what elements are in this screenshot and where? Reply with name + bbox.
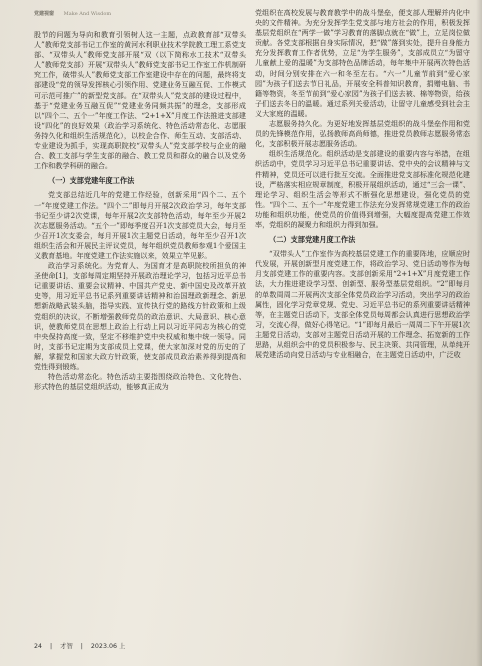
right-column <box>255 8 470 360</box>
journal-subtitle: Make And Wisdom <box>63 11 112 17</box>
section-heading: （二）支部党建月度工作法 <box>269 235 356 245</box>
footer-separator: | <box>50 643 53 650</box>
paragraph: 组织生活规范化。组织活动是支部建设的重要内容与举措，在组织活动中，党员学习习近平总书记重要讲话、党中央的会议精神与文件精神，党员还可以进行批互交流。全面推进党支部标准化规范化建设，严格落实相应规章制度，积极开展组织活动，通过“三会一课”、理论学习、组织生活会等形式不断强化思想建设，强化党员的党性。“四个二、五个一”年度党建工作法充分发挥常规党建工作的政治功能和组织功能，使党员的价值得到增强，大幅度提高党建工作效率，党组织的凝聚力和组织力得到加强。 <box>255 149 470 229</box>
issue-date: 2023.06 上 <box>90 643 126 650</box>
page-footer <box>34 641 131 650</box>
running-header <box>34 10 254 20</box>
page-number: 24 <box>34 643 43 650</box>
journal-name: 才智 <box>60 643 73 650</box>
paragraph: “双带头人”工作室作为高校基层党建工作的重要阵地，应顺应时代发展，开展创新型月度党建工作，将政治学习、党日活动等作为每月支部党建工作的重要内容。支部创新采用“2+1+X”月度党建工作法，大力推进建设学习型、创新型、服务型基层党组织。“2”即每月的单数周周二开展两次支部全体党员政治学习活动，突出学习的政治属性，固化学习党章党规、党史、习近平总书记的系列重要讲话精神等，在主题党日活动下，支部全体党员每周都会认真进行思想政治学习，交流心得，做好心得笔记。“1”即每月最后一周周二下午开展1次主题党日活动，支部对主题党日活动开展的工作理念、拓宽新的工作思路，从组织会中的党员积极参与、民主决策、共同管理，从单纯开展党建活动向党日活动与专业相融合，在主题党日活动中，广泛收 <box>255 249 470 360</box>
left-column <box>34 30 246 392</box>
page-binding-shadow <box>476 0 482 666</box>
paragraph: 股节的问题为导向和教育引领树人这一主题，点政教育部“双带头人”教师党支部书记工作室的黄河水利职业技术学院教工理工系党支部、“双带头人”教师党支部开展“双（以下简称水工技术“双带头人”教师党支部）开展“双带头人”教师党支部书记工作室工作机制研究工作，破带头人”教师党支部工作室建设中存在的问题，最终将支部建设“党的领导发挥核心引领作用、党建业务互融互促、工作模式可示范可推广”的新型党支部。在“双带头人”党支部的建设过程中，基于“党建业务互融互促”“党建业务同频共振”的理念，支部形成以“四个二、五个一”年度工作法、“2+1+X”月度工作法推进支部建设“四化”的良好效果（政治学习系统化、特色活动常态化、志愿服务持久化和组织生活规范化），以校企合作、师生互动、支部活动、专业建设为抓手，实现高职院校“双带头人”党支部学校与企业的融合、教工支部与学生支部的融合、教工党员和群众的融合以及党务工作和教学科研的融合。 <box>34 30 246 171</box>
section-heading: （一）支部党建年度工作法 <box>48 176 135 186</box>
paragraph: 党组织在高校发展与教育教学中的战斗堡垒，便支部人理解并内化中央的文件精神。为充分发挥学生党支部与地方社会的作用，积极发挥基层党组织在“两学一做”学习教育的落脚点就在“做”上，立足岗位做贡献。各党支部根据自身实际情况，把“做”落到实处，提升自身能力充分发挥教育工作者优势，立足“为学生服务”，支部成员立“为留守儿童献上爱的温暖”为支部特色品牌活动，每年集中开展两次特色活动，时间分别安排在六一和冬至左右。“六一”儿童节前到“爱心家园”为孩子们送去节日礼品，开展安全科普知识教育，捐赠电脑、书籍等物资，冬至节前到“爱心家园”为孩子们送去被、棉等物资，给孩子们送去冬日的温暖。通过系列关爱活动，让留守儿童感受到社会主义大家庭的温暖。 <box>255 8 470 118</box>
footer-separator: | <box>80 643 83 650</box>
paragraph: 志愿服务持久化。为更好地发挥基层党组织的战斗堡垒作用和党员的先锋模范作用，弘扬教师高尚师德，推进党员教师志愿服务常态化，支部积极开展志愿服务活动。 <box>255 119 470 149</box>
section-label: 党建视窗 <box>34 11 55 17</box>
paragraph: 政治学习系统化。为党育人、为国育才是高职院校所担负的神圣使命[1]，支部每周定期坚持开展政治理论学习，包括习近平总书记重要讲话、重要会议精神、中国共产党史、新中国史及改革开放史等，用习近平总书记系列重要讲话精神和治国理政新理念、新思想新战略武装头脑，指导实践、宣传执行党的路线方针政策和上级党组织的决议，不断增强教师党员的政治意识、大局意识、核心意识，使教师党员在思想上政治上行动上同以习近平同志为核心的党中央保持高度一致，坚定不移维护党中央权威和集中统一领导。同时，支部书记定期为支部成员上党课，使大家加深对党的历史的了解，掌握党和国家大政方针政策，使支部成员政治素养得到提高和党性得到锻炼。 <box>34 261 246 371</box>
paragraph: 党支部总结近几年的党建工作经验，创新采用“四个二、五个一”年度党建工作法。“四个二”即每月开展2次政治学习，每年支部书记至少讲2次党课，每年开展2次支部特色活动，每年至少开展2次志愿服务活动。“五个一”即每季度召开1次支部党员大会，每月至少召开1次支委会，每月开展1次主题党日活动，每年至少召开1次组织生活会和开展民主评议党员，每年组织党员教师参观1个爱国主义教育基地。年度党建工作法实施以来，效果立竿见影。 <box>34 190 246 260</box>
paragraph: 特色活动常态化。特色活动主要指围绕政治特色、文化特色、形式特色的基层党组织活动，能够真正成为 <box>34 372 246 392</box>
